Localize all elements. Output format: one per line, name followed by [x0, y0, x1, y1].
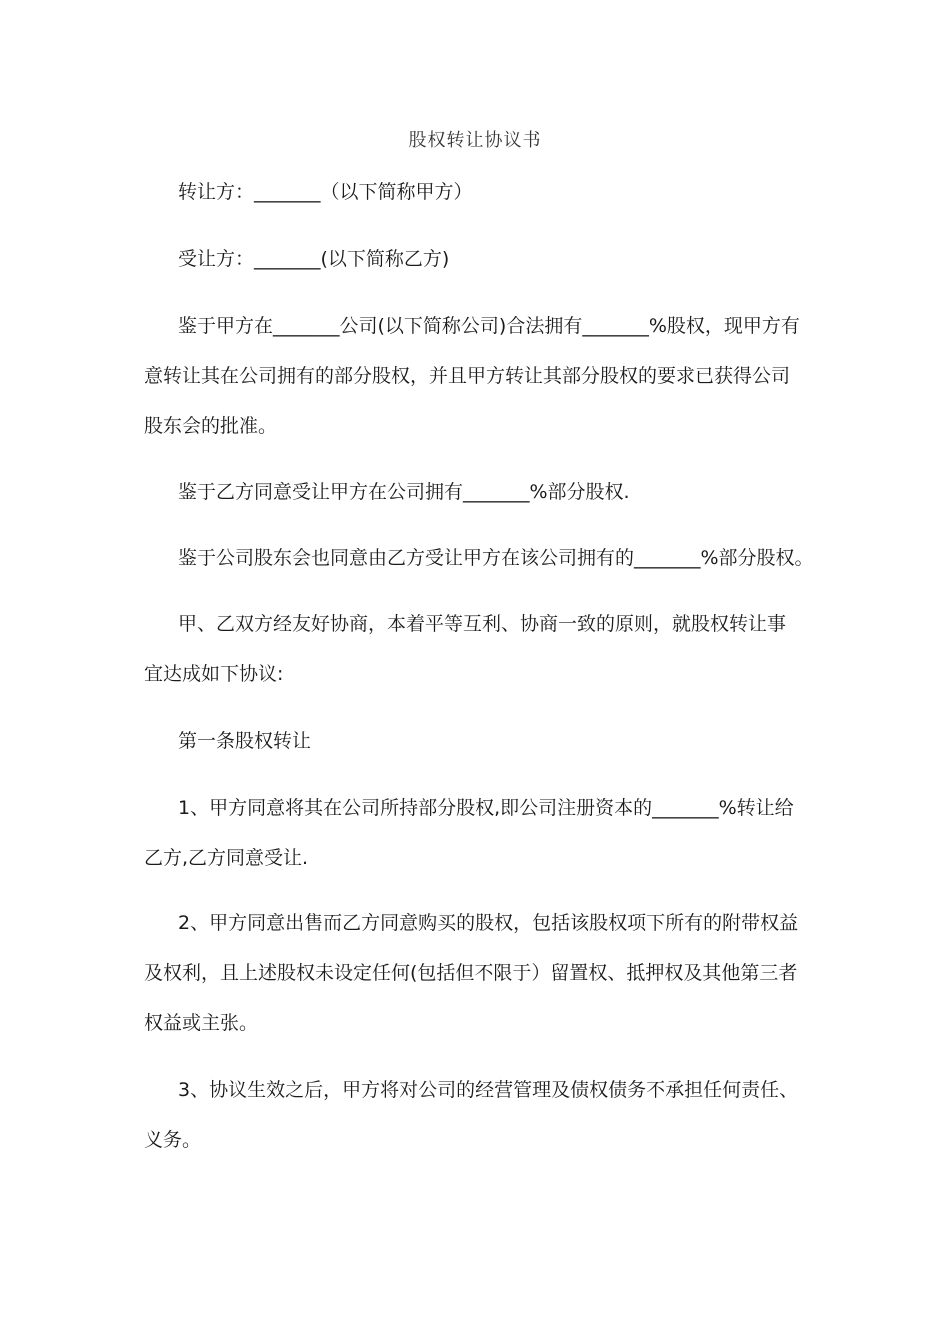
transferee-line: 受让方：_______(以下简称乙方) — [178, 248, 450, 270]
whereas1-line1: 鉴于甲方在_______公司(以下简称公司)合法拥有_______%股权，现甲方有 — [178, 315, 800, 337]
whereas1-line3: 股东会的批准。 — [144, 415, 278, 437]
agreement-line2: 宜达成如下协议: — [144, 663, 284, 685]
clause2-line2: 及权利，且上述股权未设定任何(包括但不限于）留置权、抵押权及其他第三者 — [144, 962, 798, 984]
whereas1-line2: 意转让其在公司拥有的部分股权，并且甲方转让其部分股权的要求已获得公司 — [144, 365, 791, 387]
clause1-line1: 1、甲方同意将其在公司所持部分股权,即公司注册资本的_______%转让给 — [178, 797, 794, 819]
whereas2-line: 鉴于乙方同意受让甲方在公司拥有_______%部分股权. — [178, 481, 630, 503]
transferor-line: 转让方：_______（以下简称甲方） — [178, 181, 473, 203]
agreement-line1: 甲、乙双方经友好协商，本着平等互利、协商一致的原则，就股权转让事 — [178, 613, 787, 635]
clause2-line3: 权益或主张。 — [144, 1012, 259, 1034]
clause3-line1: 3、协议生效之后，甲方将对公司的经营管理及债权债务不承担任何责任、 — [178, 1079, 799, 1101]
clause3-line2: 义务。 — [144, 1129, 202, 1151]
clause2-line1: 2、甲方同意出售而乙方同意购买的股权，包括该股权项下所有的附带权益 — [178, 912, 799, 934]
article1-heading: 第一条股权转让 — [178, 730, 312, 752]
whereas3-line: 鉴于公司股东会也同意由乙方受让甲方在该公司拥有的_______%部分股权。 — [178, 547, 814, 569]
clause1-line2: 乙方,乙方同意受让. — [144, 847, 309, 869]
document-title: 股权转让协议书 — [408, 130, 542, 151]
